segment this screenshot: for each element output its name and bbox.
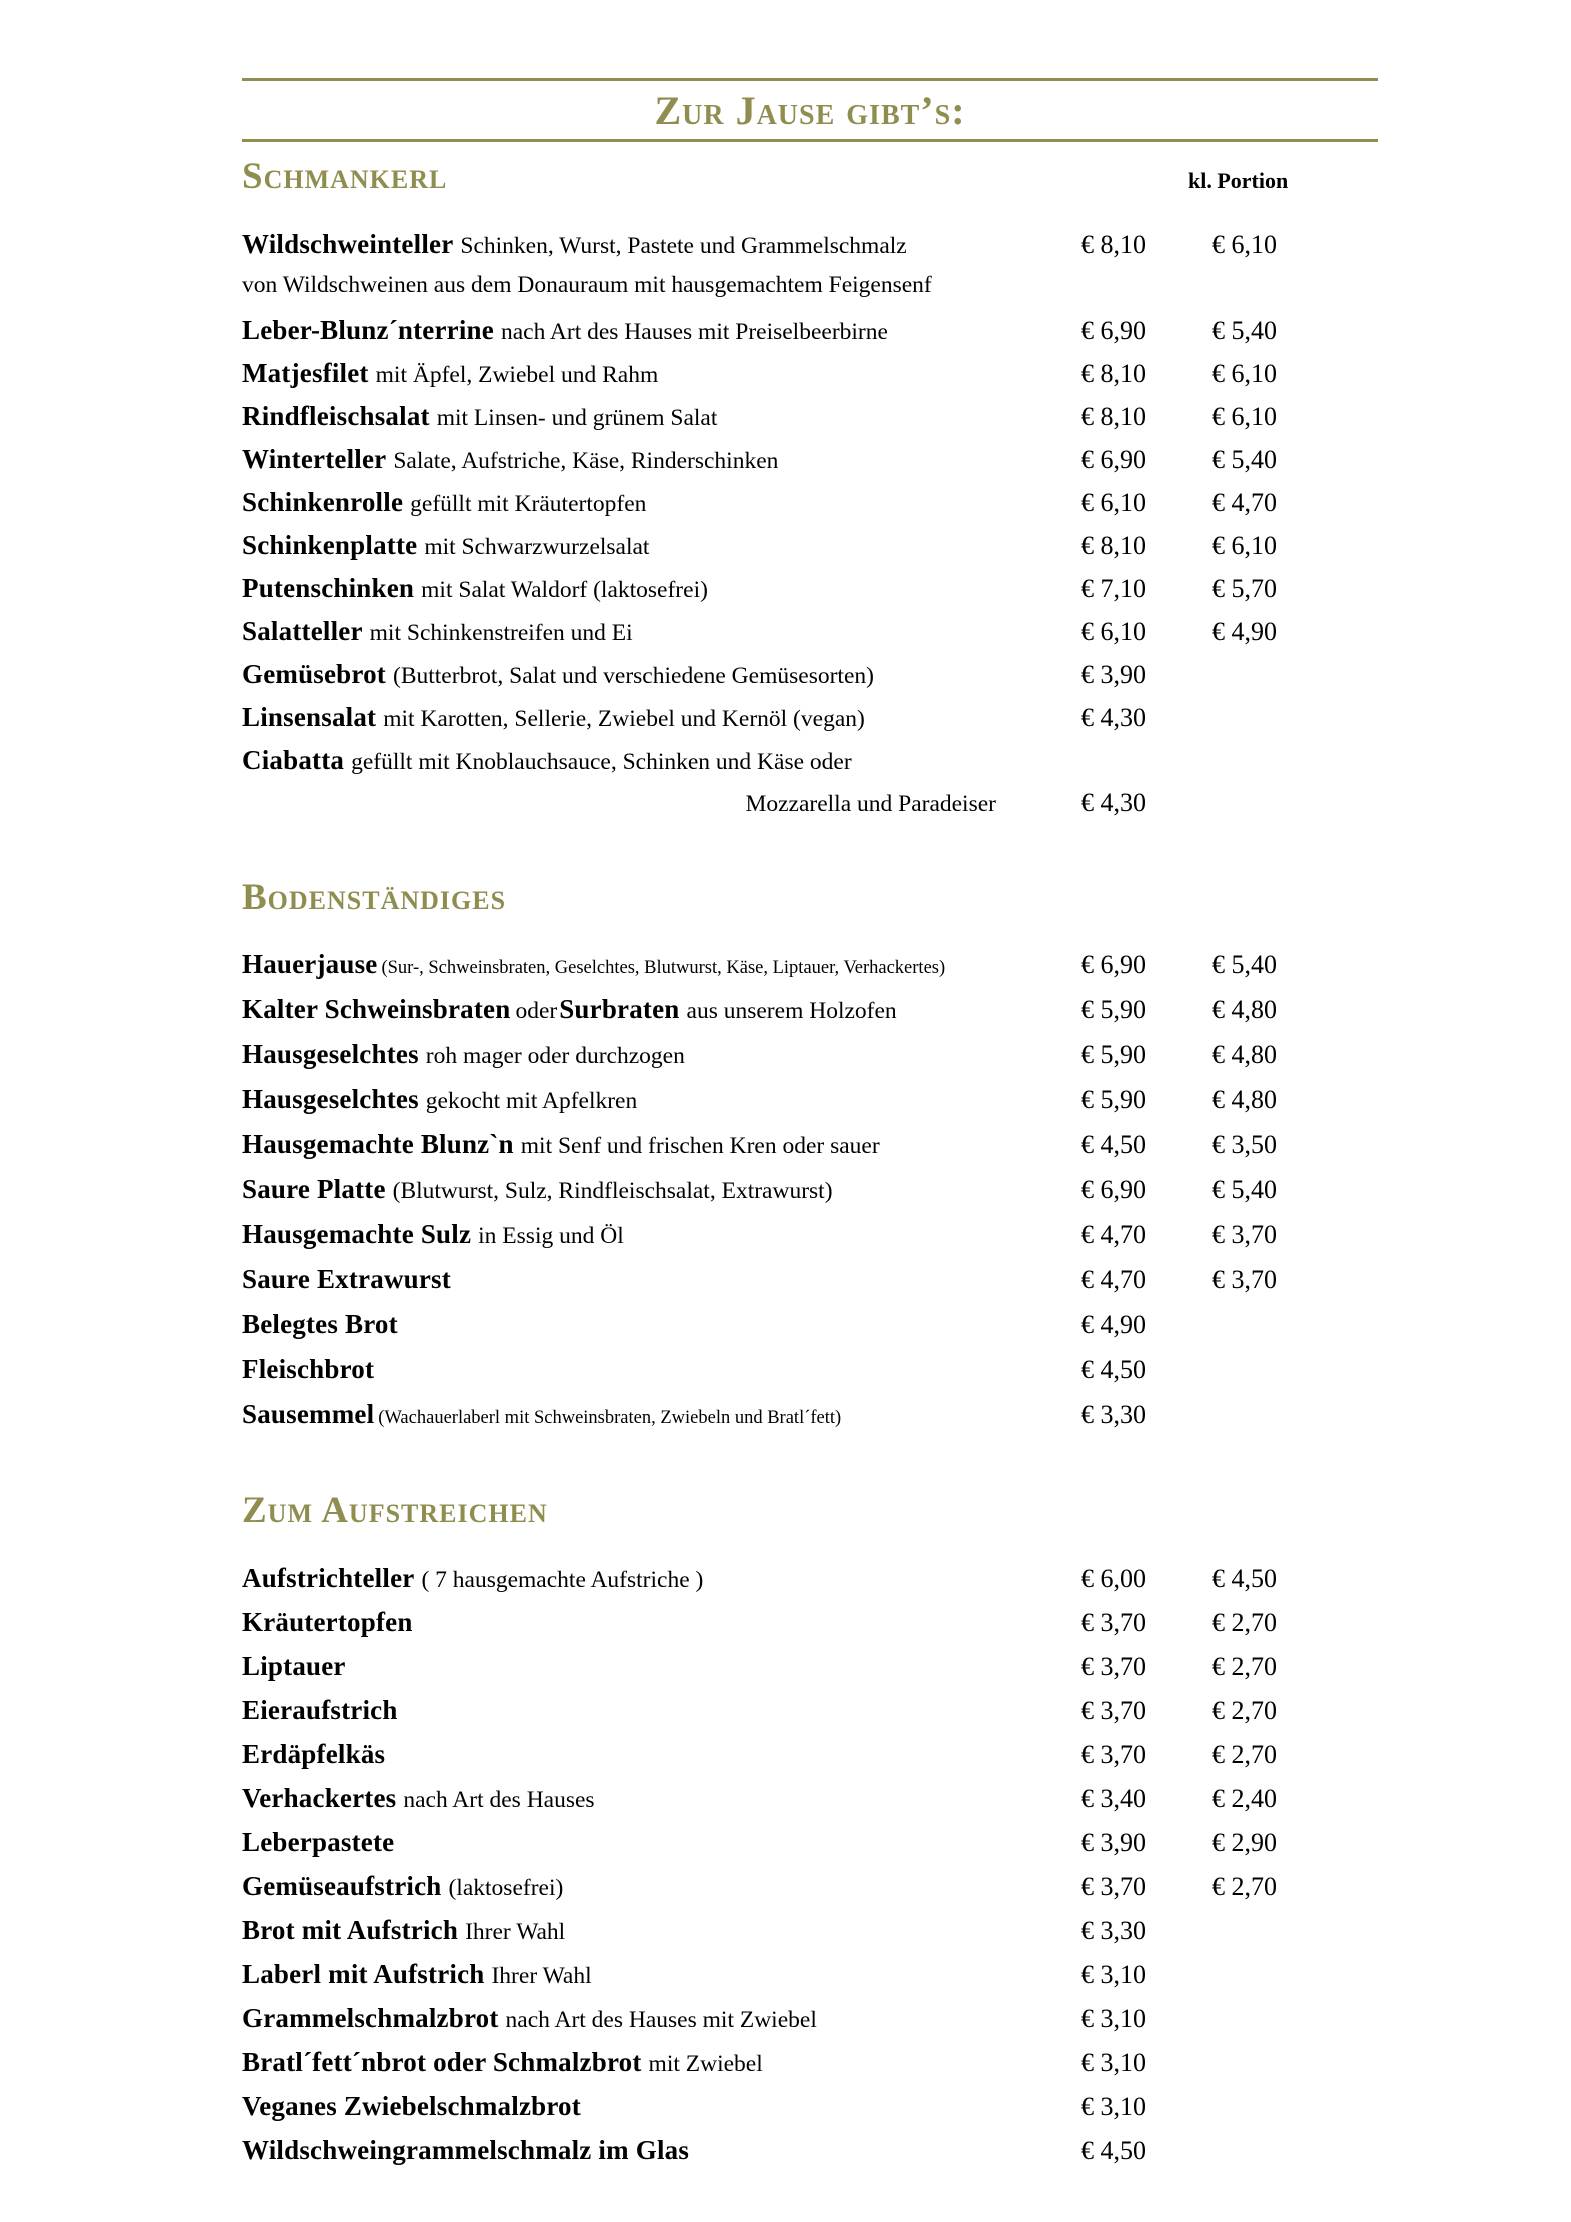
item-text-cell	[242, 1607, 1081, 1638]
menu-item-list	[242, 1563, 1378, 2179]
item-description: nach Art des Hauses	[403, 1786, 595, 1813]
item-continuation-text: von Wildschweinen aus dem Donauraum mit hausgemachtem Feigensenf	[242, 271, 932, 298]
item-text-cell	[242, 1827, 1081, 1858]
section-heading: Zum Aufstreichen	[242, 1490, 548, 1532]
item-text-cell	[242, 994, 1081, 1025]
item-price-small-portion: € 2,70	[1212, 1651, 1277, 1681]
menu-item-row	[242, 1695, 1378, 1739]
item-price-regular: € 3,10	[1081, 2091, 1146, 2121]
item-name: Wildschweinteller	[242, 228, 454, 259]
item-name: Linsensalat	[242, 701, 377, 732]
menu-item-row	[242, 659, 1378, 702]
item-description: (laktosefrei)	[448, 1874, 564, 1901]
item-price-small-portion: € 2,70	[1212, 1739, 1277, 1769]
item-description: aus unserem Holzofen	[686, 998, 897, 1025]
item-price-small-portion: € 6,10	[1212, 229, 1277, 259]
item-name: Salatteller	[242, 615, 363, 646]
item-name: Grammelschmalzbrot	[242, 2002, 499, 2033]
item-name: Kalter Schweinsbraten	[242, 994, 511, 1025]
item-price-regular: € 8,10	[1081, 530, 1146, 560]
item-text-cell	[242, 315, 1081, 346]
menu-item-list	[242, 949, 1378, 1444]
menu-item-row	[242, 994, 1378, 1039]
item-text-cell	[242, 530, 1081, 561]
item-price-regular: € 3,90	[1081, 1827, 1146, 1857]
menu-item-row	[242, 1827, 1378, 1871]
item-text-cell	[242, 1129, 1081, 1160]
menu-item-row	[242, 1309, 1378, 1354]
section-heading: Schmankerl	[242, 156, 448, 197]
item-description: Ihrer Wahl	[491, 1962, 592, 1989]
item-name: Saure Platte	[242, 1174, 386, 1205]
menu-item-row	[242, 1783, 1378, 1827]
item-text-cell	[242, 616, 1081, 647]
item-text-cell	[242, 1915, 1081, 1946]
item-price-regular: € 3,70	[1081, 1695, 1146, 1725]
menu-content	[242, 78, 1378, 2179]
item-continuation-text: Mozzarella und Paradeiser	[745, 790, 996, 817]
item-description: roh mager oder durchzogen	[425, 1043, 685, 1070]
item-description: (Butterbrot, Salat und verschiedene Gemüsesorten)	[393, 662, 874, 689]
menu-item-row	[242, 1651, 1378, 1695]
item-name: Schinkenrolle	[242, 486, 404, 517]
title-rule	[242, 139, 1378, 142]
menu-item-row	[242, 315, 1378, 358]
item-name: Veganes Zwiebelschmalzbrot	[242, 2090, 581, 2121]
item-name: Kräutertopfen	[242, 1606, 413, 1637]
item-text-cell	[242, 949, 1081, 980]
menu-item-row	[242, 2091, 1378, 2135]
item-description: nach Art des Hauses mit Preiselbeerbirne	[500, 318, 888, 345]
menu-item-row	[242, 1959, 1378, 2003]
menu-item-row	[242, 1174, 1378, 1219]
item-text-cell	[242, 1219, 1081, 1250]
item-name: Sausemmel	[242, 1399, 375, 1430]
item-description: (Blutwurst, Sulz, Rindfleischsalat, Extrawurst)	[392, 1178, 833, 1205]
menu-item-row	[242, 573, 1378, 616]
item-price-regular: € 3,70	[1081, 1739, 1146, 1769]
item-text-cell	[242, 1563, 1081, 1594]
item-text-cell	[242, 1174, 1081, 1205]
item-price-small-portion: € 6,10	[1212, 401, 1277, 431]
menu-item-row	[242, 2047, 1378, 2091]
item-description: Ihrer Wahl	[465, 1918, 566, 1945]
item-price-small-portion: € 2,90	[1212, 1827, 1277, 1857]
item-price-regular: € 3,10	[1081, 1959, 1146, 1989]
item-price-small-portion: € 3,50	[1212, 1130, 1277, 1160]
item-name: Schinkenplatte	[242, 529, 418, 560]
item-description: mit Äpfel, Zwiebel und Rahm	[375, 361, 659, 388]
item-description: (Wachauerlaberl mit Schweinsbraten, Zwiebeln und Bratl´fett)	[378, 1408, 842, 1429]
menu-item-continuation-row	[242, 272, 1378, 315]
item-price-regular: € 4,50	[1081, 1355, 1146, 1385]
item-name: Aufstrichteller	[242, 1562, 415, 1593]
item-price-regular: € 4,70	[1081, 1265, 1146, 1295]
menu-item-row	[242, 530, 1378, 573]
item-price-regular: € 6,00	[1081, 1563, 1146, 1593]
item-name: Verhackertes	[242, 1782, 397, 1813]
item-price-regular: € 6,10	[1081, 616, 1146, 646]
item-price-small-portion: € 2,70	[1212, 1607, 1277, 1637]
menu-item-row	[242, 1084, 1378, 1129]
item-description: mit Linsen- und grünem Salat	[436, 404, 718, 431]
item-text-cell	[242, 1783, 1081, 1814]
item-text-cell	[242, 1264, 1081, 1295]
item-price-small-portion: € 4,50	[1212, 1563, 1277, 1593]
item-name: Hausgeselchtes	[242, 1039, 419, 1070]
menu-item-row	[242, 949, 1378, 994]
menu-item-row	[242, 1219, 1378, 1264]
item-name: Leberpastete	[242, 1826, 395, 1857]
item-name: Erdäpfelkäs	[242, 1738, 386, 1769]
item-text-cell	[242, 487, 1081, 518]
item-price-small-portion: € 3,70	[1212, 1265, 1277, 1295]
item-name: Hausgeselchtes	[242, 1084, 419, 1115]
item-name-alternative: Surbraten	[559, 994, 680, 1025]
item-name-connector: oder	[515, 998, 558, 1025]
item-text-cell	[242, 2135, 1081, 2166]
menu-item-row	[242, 702, 1378, 745]
menu-item-row	[242, 487, 1378, 530]
item-price-regular: € 8,10	[1081, 358, 1146, 388]
item-price-regular: € 6,90	[1081, 1175, 1146, 1205]
section-heading-row	[242, 877, 1378, 920]
item-text-cell	[242, 745, 1081, 776]
item-text-cell	[242, 702, 1081, 733]
item-price-small-portion: € 6,10	[1212, 358, 1277, 388]
menu-section	[242, 156, 1378, 831]
item-text-cell	[242, 1739, 1081, 1770]
item-price-small-portion: € 4,80	[1212, 995, 1277, 1025]
item-price-regular: € 6,90	[1081, 444, 1146, 474]
item-price-regular: € 3,10	[1081, 2047, 1146, 2077]
item-price-regular: € 4,50	[1081, 2135, 1146, 2165]
item-price-regular: € 4,70	[1081, 1220, 1146, 1250]
item-description: mit Schwarzwurzelsalat	[424, 533, 650, 560]
item-price-regular: € 4,90	[1081, 1310, 1146, 1340]
menu-item-row	[242, 1915, 1378, 1959]
item-price-regular: € 4,50	[1081, 1130, 1146, 1160]
item-price-regular: € 3,40	[1081, 1783, 1146, 1813]
section-heading: Bodenständiges	[242, 876, 507, 918]
item-text-cell	[242, 573, 1081, 604]
item-price-regular: € 6,90	[1081, 950, 1146, 980]
item-text-cell	[242, 1039, 1081, 1070]
item-text-cell	[242, 1959, 1081, 1990]
item-name: Gemüseaufstrich	[242, 1870, 442, 1901]
item-name: Ciabatta	[242, 744, 345, 775]
item-name: Hauerjause	[242, 949, 378, 980]
menu-item-row	[242, 358, 1378, 401]
item-description: mit Karotten, Sellerie, Zwiebel und Kernöl (vegan)	[383, 705, 865, 732]
menu-item-row	[242, 1354, 1378, 1399]
menu-item-row	[242, 2135, 1378, 2179]
menu-item-row	[242, 1563, 1378, 1607]
item-price-regular: € 4,30	[1081, 702, 1146, 732]
section-heading-row	[242, 1490, 1378, 1533]
item-price-regular: € 3,90	[1081, 659, 1146, 689]
item-price-small-portion: € 4,70	[1212, 487, 1277, 517]
item-description: gefüllt mit Kräutertopfen	[410, 490, 647, 517]
item-description: (Sur-, Schweinsbraten, Geselchtes, Blutwurst, Käse, Liptauer, Verhackertes)	[381, 958, 946, 979]
item-name: Hausgemachte Blunz`n	[242, 1129, 514, 1160]
menu-item-row	[242, 1039, 1378, 1084]
item-price-regular: € 5,90	[1081, 1085, 1146, 1115]
item-price-regular: € 3,30	[1081, 1915, 1146, 1945]
item-description: in Essig und Öl	[478, 1223, 624, 1250]
menu-item-row	[242, 1871, 1378, 1915]
item-name: Bratl´fett´nbrot oder Schmalzbrot	[242, 2046, 642, 2077]
menu-item-row	[242, 1129, 1378, 1174]
small-portion-column-header: kl. Portion	[1188, 168, 1289, 193]
menu-item-row	[242, 401, 1378, 444]
item-description: gefüllt mit Knoblauchsauce, Schinken und Käse oder	[351, 748, 852, 775]
item-price-regular: € 5,90	[1081, 995, 1146, 1025]
item-price-small-portion: € 3,70	[1212, 1220, 1277, 1250]
item-description: Schinken, Wurst, Pastete und Grammelschmalz	[460, 232, 907, 259]
item-price-small-portion: € 2,40	[1212, 1783, 1277, 1813]
item-name: Saure Extrawurst	[242, 1264, 451, 1295]
item-price-small-portion: € 6,10	[1212, 530, 1277, 560]
menu-item-continuation-row	[242, 788, 1378, 831]
item-name: Laberl mit Aufstrich	[242, 1958, 485, 1989]
item-text-cell	[242, 1399, 1081, 1430]
item-description: ( 7 hausgemachte Aufstriche )	[421, 1566, 704, 1593]
item-price-regular: € 5,90	[1081, 1040, 1146, 1070]
menu-item-row	[242, 1399, 1378, 1444]
menu-item-list	[242, 229, 1378, 831]
menu-sections	[242, 156, 1378, 2179]
item-name: Liptauer	[242, 1650, 346, 1681]
item-price-regular: € 4,30	[1081, 787, 1146, 817]
menu-item-row	[242, 1739, 1378, 1783]
menu-section	[242, 877, 1378, 1445]
item-text-cell	[242, 1651, 1081, 1682]
item-name: Brot mit Aufstrich	[242, 1914, 459, 1945]
item-price-small-portion: € 5,40	[1212, 315, 1277, 345]
item-price-regular: € 3,70	[1081, 1871, 1146, 1901]
item-price-small-portion: € 2,70	[1212, 1871, 1277, 1901]
item-text-cell	[242, 272, 1081, 299]
item-text-cell	[242, 444, 1081, 475]
menu-section	[242, 1490, 1378, 2179]
item-text-cell	[242, 791, 1081, 818]
item-price-regular: € 3,30	[1081, 1400, 1146, 1430]
item-description: gekocht mit Apfelkren	[425, 1088, 638, 1115]
item-name: Gemüsebrot	[242, 658, 386, 689]
menu-item-row	[242, 1607, 1378, 1651]
item-name: Rindfleischsalat	[242, 400, 430, 431]
item-description: mit Senf und frischen Kren oder sauer	[520, 1133, 880, 1160]
item-price-small-portion: € 4,80	[1212, 1085, 1277, 1115]
item-name: Belegtes Brot	[242, 1309, 398, 1340]
item-description: mit Schinkenstreifen und Ei	[369, 619, 633, 646]
menu-item-row	[242, 616, 1378, 659]
item-text-cell	[242, 2003, 1081, 2034]
item-description: mit Salat Waldorf (laktosefrei)	[421, 576, 708, 603]
item-description: Salate, Aufstriche, Käse, Rinderschinken	[393, 447, 779, 474]
item-name: Putenschinken	[242, 572, 415, 603]
item-price-small-portion: € 5,40	[1212, 1175, 1277, 1205]
item-text-cell	[242, 2047, 1081, 2078]
item-text-cell	[242, 229, 1081, 260]
item-text-cell	[242, 1354, 1081, 1385]
item-price-regular: € 3,70	[1081, 1651, 1146, 1681]
item-name: Leber-Blunz´nterrine	[242, 314, 494, 345]
page-title: Zur Jause gibt’s:	[654, 88, 966, 133]
item-price-small-portion: € 4,90	[1212, 616, 1277, 646]
menu-item-row	[242, 444, 1378, 487]
item-name: Fleischbrot	[242, 1354, 375, 1385]
item-price-small-portion: € 5,70	[1212, 573, 1277, 603]
item-name: Winterteller	[242, 443, 387, 474]
menu-item-row	[242, 745, 1378, 788]
item-text-cell	[242, 358, 1081, 389]
item-text-cell	[242, 2091, 1081, 2122]
item-price-regular: € 3,10	[1081, 2003, 1146, 2033]
section-heading-row	[242, 156, 1378, 199]
item-name: Matjesfilet	[242, 357, 369, 388]
menu-item-row	[242, 229, 1378, 272]
menu-item-row	[242, 2003, 1378, 2047]
item-text-cell	[242, 1309, 1081, 1340]
item-text-cell	[242, 659, 1081, 690]
menu-item-row	[242, 1264, 1378, 1309]
item-name: Wildschweingrammelschmalz im Glas	[242, 2134, 690, 2165]
item-price-small-portion: € 4,80	[1212, 1040, 1277, 1070]
item-text-cell	[242, 1084, 1081, 1115]
item-price-regular: € 8,10	[1081, 401, 1146, 431]
item-name: Eieraufstrich	[242, 1694, 398, 1725]
item-price-small-portion: € 2,70	[1212, 1695, 1277, 1725]
item-description: nach Art des Hauses mit Zwiebel	[505, 2006, 817, 2033]
item-price-regular: € 3,70	[1081, 1607, 1146, 1637]
item-price-small-portion: € 5,40	[1212, 444, 1277, 474]
item-price-small-portion: € 5,40	[1212, 950, 1277, 980]
item-name: Hausgemachte Sulz	[242, 1219, 472, 1250]
item-price-regular: € 6,90	[1081, 315, 1146, 345]
item-description: mit Zwiebel	[648, 2050, 763, 2077]
item-price-regular: € 6,10	[1081, 487, 1146, 517]
item-price-regular: € 8,10	[1081, 229, 1146, 259]
item-price-regular: € 7,10	[1081, 573, 1146, 603]
item-text-cell	[242, 401, 1081, 432]
item-text-cell	[242, 1695, 1081, 1726]
item-text-cell	[242, 1871, 1081, 1902]
